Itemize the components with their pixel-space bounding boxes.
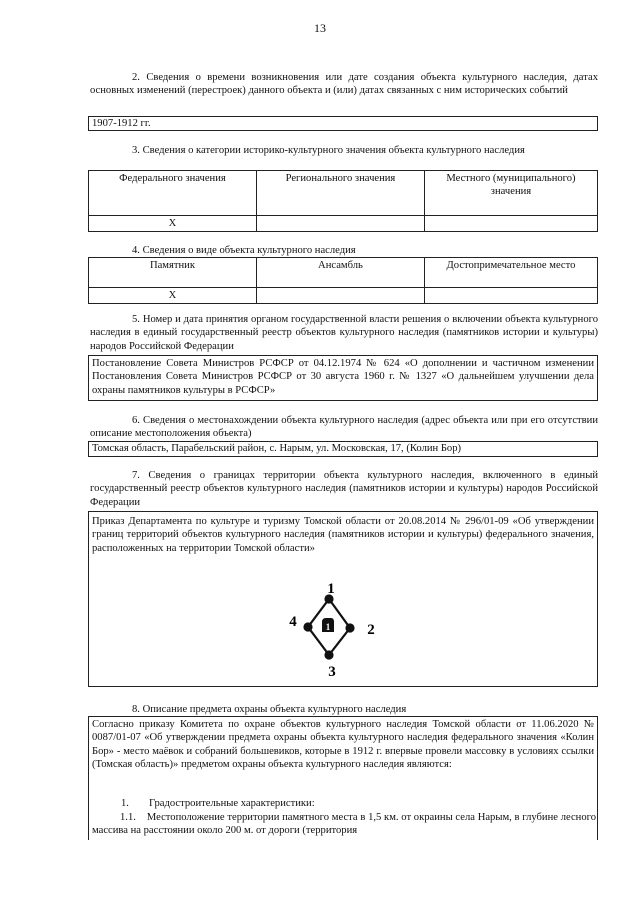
- section-2-heading: 2. Сведения о времени возникновения или дате создания объекта культурного наследия, датах основных изменений (перестроек) данного объекта и (или) датах связанных с ним исторических событий: [90, 72, 598, 97]
- category-table: [88, 170, 598, 232]
- item-1-1-text: Местоположение территории памятного места в 1,5 км. от окраины села Нарым, в глубине лесного массива на расстоянии около 200 м. от дороги (территория: [92, 812, 596, 837]
- category-mark-federal: X: [89, 216, 257, 232]
- section-2-value: 1907-1912 гг.: [88, 116, 598, 131]
- boundary-point-3: [324, 650, 333, 659]
- section-7-value: Приказ Департамента по культуре и туризму Томской области от 20.08.2014 № 296/01-09 «Об утверждении границ территорий объектов культурного наследия (памятников истории и культуры) федерального значения, расположенных на территории Томской области»: [92, 516, 594, 554]
- item-1-1-number: 1.1.: [120, 812, 136, 823]
- point-label-3: 3: [328, 664, 336, 680]
- type-mark-monument: X: [89, 288, 257, 304]
- type-mark-landmark: [424, 288, 597, 304]
- type-mark-ensemble: [256, 288, 424, 304]
- point-label-2: 2: [367, 622, 375, 638]
- page-number: 13: [314, 21, 326, 35]
- point-label-4: 4: [289, 614, 297, 630]
- type-header-ensemble: Ансамбль: [256, 258, 424, 288]
- section-8-heading: 8. Описание предмета охраны объекта культурного наследия: [132, 704, 407, 715]
- boundary-point-4: [303, 622, 312, 631]
- type-table: [88, 257, 598, 304]
- category-header-local: Местного (муниципального) значения: [424, 171, 597, 216]
- monument-icon-mark: 1: [325, 622, 331, 632]
- boundary-diagram: [279, 578, 399, 688]
- section-6-heading: 6. Сведения о местонахождении объекта культурного наследия (адрес объекта или при его отсутствии описание местоположения объекта): [90, 415, 598, 440]
- item-1-number: 1.: [121, 798, 129, 809]
- section-4-heading: 4. Сведения о виде объекта культурного наследия: [132, 245, 356, 256]
- section-6-value: Томская область, Парабельский район, с. Нарым, ул. Московская, 17, (Колин Бор): [88, 441, 598, 457]
- category-mark-regional: [256, 216, 424, 232]
- section-7-heading: 7. Сведения о границах территории объекта культурного наследия, включенного в единый государственный реестр объектов культурного наследия (памятников истории и культуры) народов Российской Федерации: [90, 470, 598, 508]
- point-label-1: 1: [327, 581, 335, 597]
- category-header-regional: Регионального значения: [256, 171, 424, 216]
- section-7-box: [88, 511, 598, 687]
- type-header-landmark: Достопримечательное место: [424, 258, 597, 288]
- category-header-federal: Федерального значения: [89, 171, 257, 216]
- section-8-box: [88, 716, 598, 840]
- category-mark-local: [424, 216, 597, 232]
- section-8-intro: Согласно приказу Комитета по охране объектов культурного наследия Томской области от 11.06.2020 № 0087/01-07 «Об утверждении предмета охраны объекта культурного наследия федерального значения «Колин Бор» - место маёвок и собраний большевиков, которые в 1912 г. впервые провели массовку в условиях ссылки (Томская область)» предметом охраны объекта культурного наследия являются:: [92, 719, 594, 771]
- section-3-heading: 3. Сведения о категории историко-культурного значения объекта культурного наследия: [132, 145, 525, 156]
- boundary-point-2: [345, 623, 354, 632]
- type-header-monument: Памятник: [89, 258, 257, 288]
- item-1-1: [89, 811, 599, 838]
- item-1-text: Градостроительные характеристики:: [149, 798, 315, 809]
- section-5-heading: 5. Номер и дата принятия органом государственной власти решения о включении объекта культурного наследия в единый государственный реестр объектов культурного наследия (памятников истории и культуры) народов Российской Федерации: [90, 314, 598, 352]
- section-5-value: Постановление Совета Министров РСФСР от 04.12.1974 № 624 «О дополнении и частичном изменении Постановления Совета Министров РСФСР от 30 августа 1960 г. № 1327 «О дальнейшем улучшении дела охраны памятников культуры в РСФСР»: [88, 355, 598, 401]
